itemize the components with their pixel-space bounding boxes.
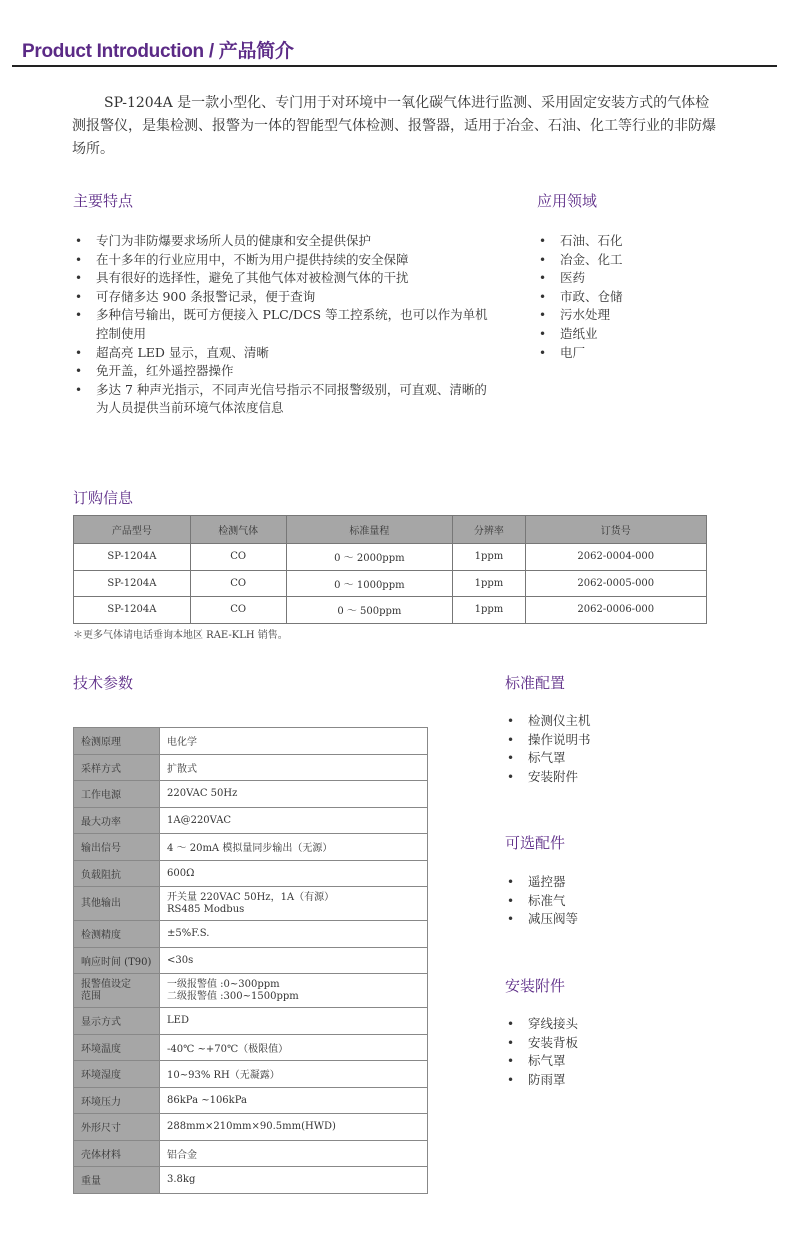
spec-value-line: 开关量 220VAC 50Hz，1A（有源） <box>167 891 335 903</box>
column-header: 标准量程 <box>286 516 453 544</box>
spec-value: 220VAC 50Hz <box>160 781 428 808</box>
table-cell: SP-1204A <box>74 570 191 597</box>
title-divider <box>12 65 777 67</box>
spec-key: 输出信号 <box>74 834 160 861</box>
table-row <box>74 754 428 781</box>
table-row <box>74 1140 428 1167</box>
list-item: • 标气罩 <box>505 1052 725 1071</box>
list-item: • 安装背板 <box>505 1034 725 1053</box>
list-item: • 造纸业 <box>537 325 737 344</box>
spec-key: 外形尺寸 <box>74 1114 160 1141</box>
list-item: • 市政、仓储 <box>537 288 737 307</box>
spec-value <box>160 974 428 1008</box>
table-row <box>74 887 428 921</box>
table-row <box>74 1087 428 1114</box>
table-cell: CO <box>190 570 286 597</box>
applications-title: 应用领域 <box>537 192 598 210</box>
spec-key: 负载阻抗 <box>74 860 160 887</box>
spec-key: 检测原理 <box>74 728 160 755</box>
table-cell: 0 ～ 1000ppm <box>286 570 453 597</box>
table-row <box>74 781 428 808</box>
spec-key-line: 范围 <box>81 990 101 1002</box>
column-header: 产品型号 <box>74 516 191 544</box>
table-row <box>74 947 428 974</box>
list-item: • 超高亮 LED 显示，直观、清晰 <box>73 344 493 363</box>
ordering-title: 订购信息 <box>73 489 134 507</box>
spec-key: 最大功率 <box>74 807 160 834</box>
table-row <box>74 834 428 861</box>
spec-key: 环境湿度 <box>74 1061 160 1088</box>
list-item: • 专门为非防爆要求场所人员的健康和安全提供保护 <box>73 232 493 251</box>
list-item: • 冶金、化工 <box>537 251 737 270</box>
column-header: 检测气体 <box>190 516 286 544</box>
list-item: • 电厂 <box>537 344 737 363</box>
table-cell: 1ppm <box>453 597 525 624</box>
table-cell: 0 ～ 2000ppm <box>286 544 453 571</box>
table-cell: 1ppm <box>453 544 525 571</box>
install-accessories-title: 安装附件 <box>505 977 566 995</box>
list-item: • 污水处理 <box>537 306 737 325</box>
specs-table <box>73 727 428 1194</box>
spec-key <box>74 974 160 1008</box>
list-item: • 安装附件 <box>505 768 725 787</box>
optional-accessories-title: 可选配件 <box>505 834 566 852</box>
list-item: • 多达 7 种声光指示，不同声光信号指示不同报警级别，可直观、清晰的为人员提供当前环境气体浓度信息 <box>73 381 493 418</box>
spec-key: 检测精度 <box>74 921 160 948</box>
spec-key: 显示方式 <box>74 1008 160 1035</box>
table-header-row <box>74 516 707 544</box>
table-cell: 2062-0005-000 <box>525 570 706 597</box>
spec-value: -40℃ ~+70℃（极限值） <box>160 1034 428 1061</box>
intro-paragraph: SP-1204A 是一款小型化、专门用于对环境中一氧化碳气体进行监测、采用固定安装方式的气体检测报警仪，是集检测、报警为一体的智能型气体检测、报警器，适用于冶金、石油、化工等行业的非防爆场所。 <box>72 95 716 157</box>
list-item: • 操作说明书 <box>505 731 725 750</box>
spec-value: 1A@220VAC <box>160 807 428 834</box>
spec-value: ±5%F.S. <box>160 921 428 948</box>
list-item: • 医药 <box>537 269 737 288</box>
table-cell: 0 ～ 500ppm <box>286 597 453 624</box>
table-cell: 2062-0006-000 <box>525 597 706 624</box>
list-item: • 遥控器 <box>505 873 725 892</box>
column-header: 订货号 <box>525 516 706 544</box>
spec-value <box>160 887 428 921</box>
list-item: • 防雨罩 <box>505 1071 725 1090</box>
spec-value: LED <box>160 1008 428 1035</box>
table-row <box>74 1061 428 1088</box>
applications-list <box>537 232 737 362</box>
table-row <box>74 974 428 1008</box>
spec-key: 壳体材料 <box>74 1140 160 1167</box>
spec-key: 其他输出 <box>74 887 160 921</box>
column-header: 分辨率 <box>453 516 525 544</box>
features-list <box>73 232 493 418</box>
specs-title: 技术参数 <box>73 674 134 692</box>
table-row <box>74 728 428 755</box>
page-title: Product Introduction / 产品简介 <box>22 41 294 62</box>
spec-value: 600Ω <box>160 860 428 887</box>
spec-value: 288mm×210mm×90.5mm(HWD) <box>160 1114 428 1141</box>
table-cell: CO <box>190 597 286 624</box>
spec-value: 铝合金 <box>160 1140 428 1167</box>
spec-value-line: 一级报警值 :0~300ppm <box>167 978 280 990</box>
standard-config-title: 标准配置 <box>505 674 566 692</box>
spec-key: 采样方式 <box>74 754 160 781</box>
spec-value: 86kPa ~106kPa <box>160 1087 428 1114</box>
spec-key: 工作电源 <box>74 781 160 808</box>
list-item: • 可存储多达 900 条报警记录，便于查询 <box>73 288 493 307</box>
list-item: • 多种信号输出，既可方便接入 PLC/DCS 等工控系统，也可以作为单机控制使用 <box>73 306 493 343</box>
spec-value: 4 ～ 20mA 模拟量同步输出（无源） <box>160 834 428 861</box>
spec-key: 环境温度 <box>74 1034 160 1061</box>
spec-key: 重量 <box>74 1167 160 1194</box>
table-cell: SP-1204A <box>74 597 191 624</box>
spec-key: 环境压力 <box>74 1087 160 1114</box>
spec-value-line: 二级报警值 :300~1500ppm <box>167 990 299 1002</box>
table-cell: 2062-0004-000 <box>525 544 706 571</box>
list-item: • 标准气 <box>505 892 725 911</box>
spec-value: 电化学 <box>160 728 428 755</box>
table-row <box>74 544 707 571</box>
table-row <box>74 1008 428 1035</box>
table-row <box>74 597 707 624</box>
table-row <box>74 1114 428 1141</box>
spec-key: 响应时间 (T90) <box>74 947 160 974</box>
spec-value-line: RS485 Modbus <box>167 903 245 915</box>
table-row <box>74 807 428 834</box>
list-item: • 减压阀等 <box>505 910 725 929</box>
spec-value: 3.8kg <box>160 1167 428 1194</box>
spec-value: 10~93% RH（无凝露） <box>160 1061 428 1088</box>
optional-accessories-list <box>505 873 725 929</box>
ordering-table <box>73 515 707 624</box>
table-row <box>74 1034 428 1061</box>
spec-key-line: 报警值设定 <box>81 978 131 990</box>
list-item: • 具有很好的选择性，避免了其他气体对被检测气体的干扰 <box>73 269 493 288</box>
table-cell: 1ppm <box>453 570 525 597</box>
list-item: • 免开盖，红外遥控器操作 <box>73 362 493 381</box>
ordering-note: ＊更多气体请电话垂询本地区 RAE-KLH 销售。 <box>73 630 288 641</box>
install-accessories-list <box>505 1015 725 1089</box>
list-item: • 在十多年的行业应用中，不断为用户提供持续的安全保障 <box>73 251 493 270</box>
table-cell: SP-1204A <box>74 544 191 571</box>
list-item: • 石油、石化 <box>537 232 737 251</box>
list-item: • 穿线接头 <box>505 1015 725 1034</box>
spec-value: <30s <box>160 947 428 974</box>
table-cell: CO <box>190 544 286 571</box>
table-row <box>74 1167 428 1194</box>
table-row <box>74 570 707 597</box>
table-row <box>74 921 428 948</box>
table-row <box>74 860 428 887</box>
list-item: • 检测仪主机 <box>505 712 725 731</box>
features-title: 主要特点 <box>73 192 134 210</box>
standard-config-list <box>505 712 725 786</box>
spec-value: 扩散式 <box>160 754 428 781</box>
list-item: • 标气罩 <box>505 749 725 768</box>
